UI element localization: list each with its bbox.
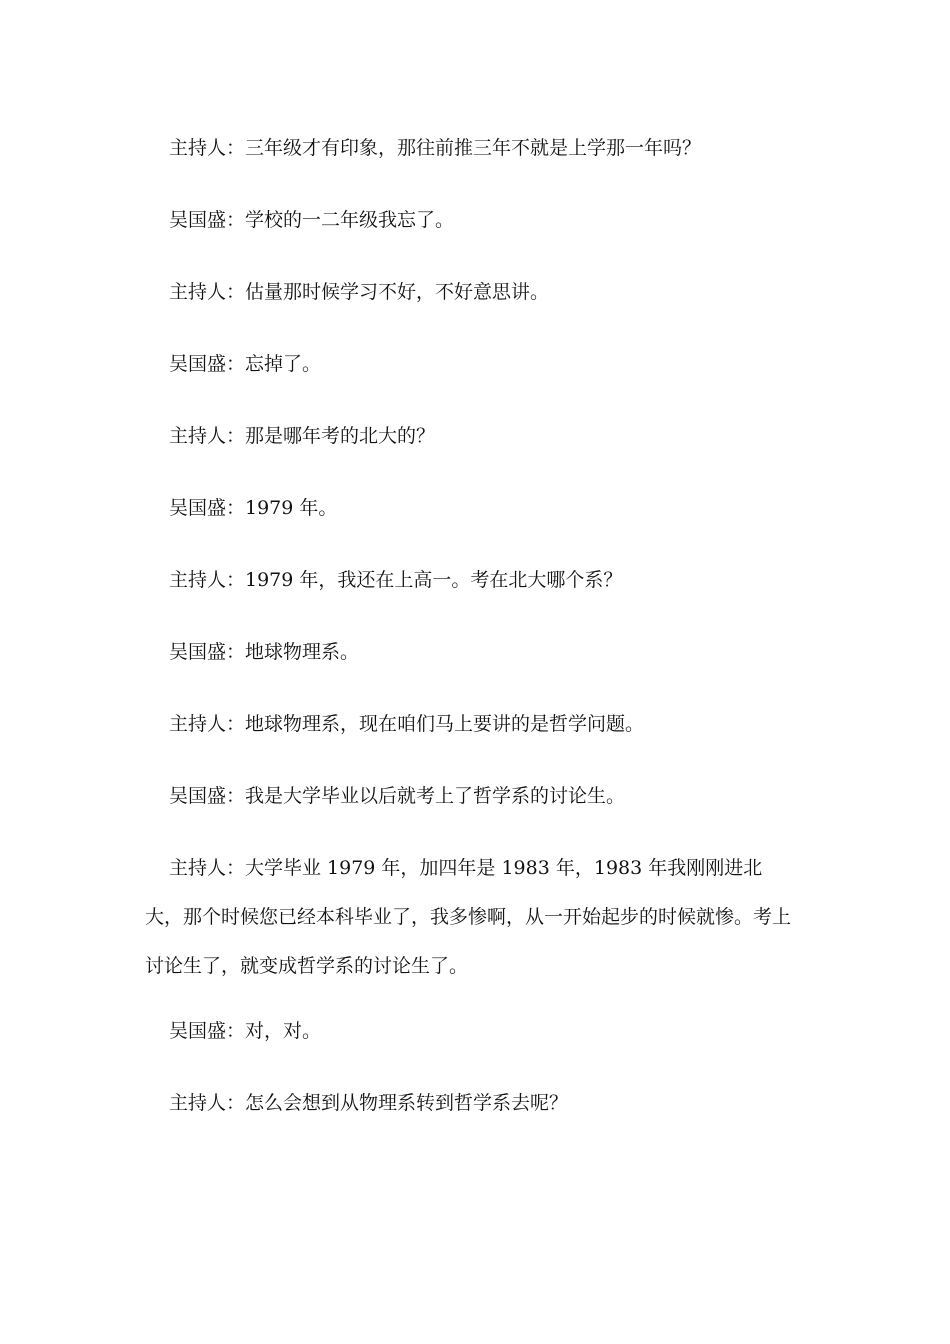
dialogue-paragraph: 吴国盛：我是大学毕业以后就考上了哲学系的讨论生。 bbox=[169, 785, 626, 807]
dialogue-paragraph: 吴国盛：忘掉了。 bbox=[169, 353, 322, 375]
dialogue-paragraph: 吴国盛：学校的一二年级我忘了。 bbox=[169, 209, 455, 231]
dialogue-paragraph: 吴国盛：地球物理系。 bbox=[169, 641, 360, 663]
dialogue-paragraph: 吴国盛：对，对。 bbox=[169, 1020, 322, 1042]
dialogue-paragraph: 主持人：三年级才有印象，那往前推三年不就是上学那一年吗？ bbox=[169, 137, 702, 159]
dialogue-paragraph: 主持人：怎么会想到从物理系转到哲学系去呢？ bbox=[169, 1092, 569, 1114]
dialogue-paragraph: 吴国盛：1979 年。 bbox=[169, 497, 338, 519]
dialogue-paragraph: 主持人：地球物理系，现在咱们马上要讲的是哲学问题。 bbox=[169, 713, 645, 735]
dialogue-paragraph: 主持人：那是哪年考的北大的？ bbox=[169, 425, 436, 447]
dialogue-paragraph: 主持人：估量那时候学习不好，不好意思讲。 bbox=[169, 281, 550, 303]
dialogue-paragraph: 主持人：大学毕业 1979 年，加四年是 1983 年，1983 年我刚刚进北大，那个时候您已经本科毕业了，我多惨啊，从一开始起步的时候就惨。考上讨论生了，就变成哲学系的讨论生了。 bbox=[145, 857, 792, 977]
dialogue-body bbox=[145, 130, 800, 1157]
dialogue-paragraph: 主持人：1979 年，我还在上高一。考在北大哪个系？ bbox=[169, 569, 623, 591]
